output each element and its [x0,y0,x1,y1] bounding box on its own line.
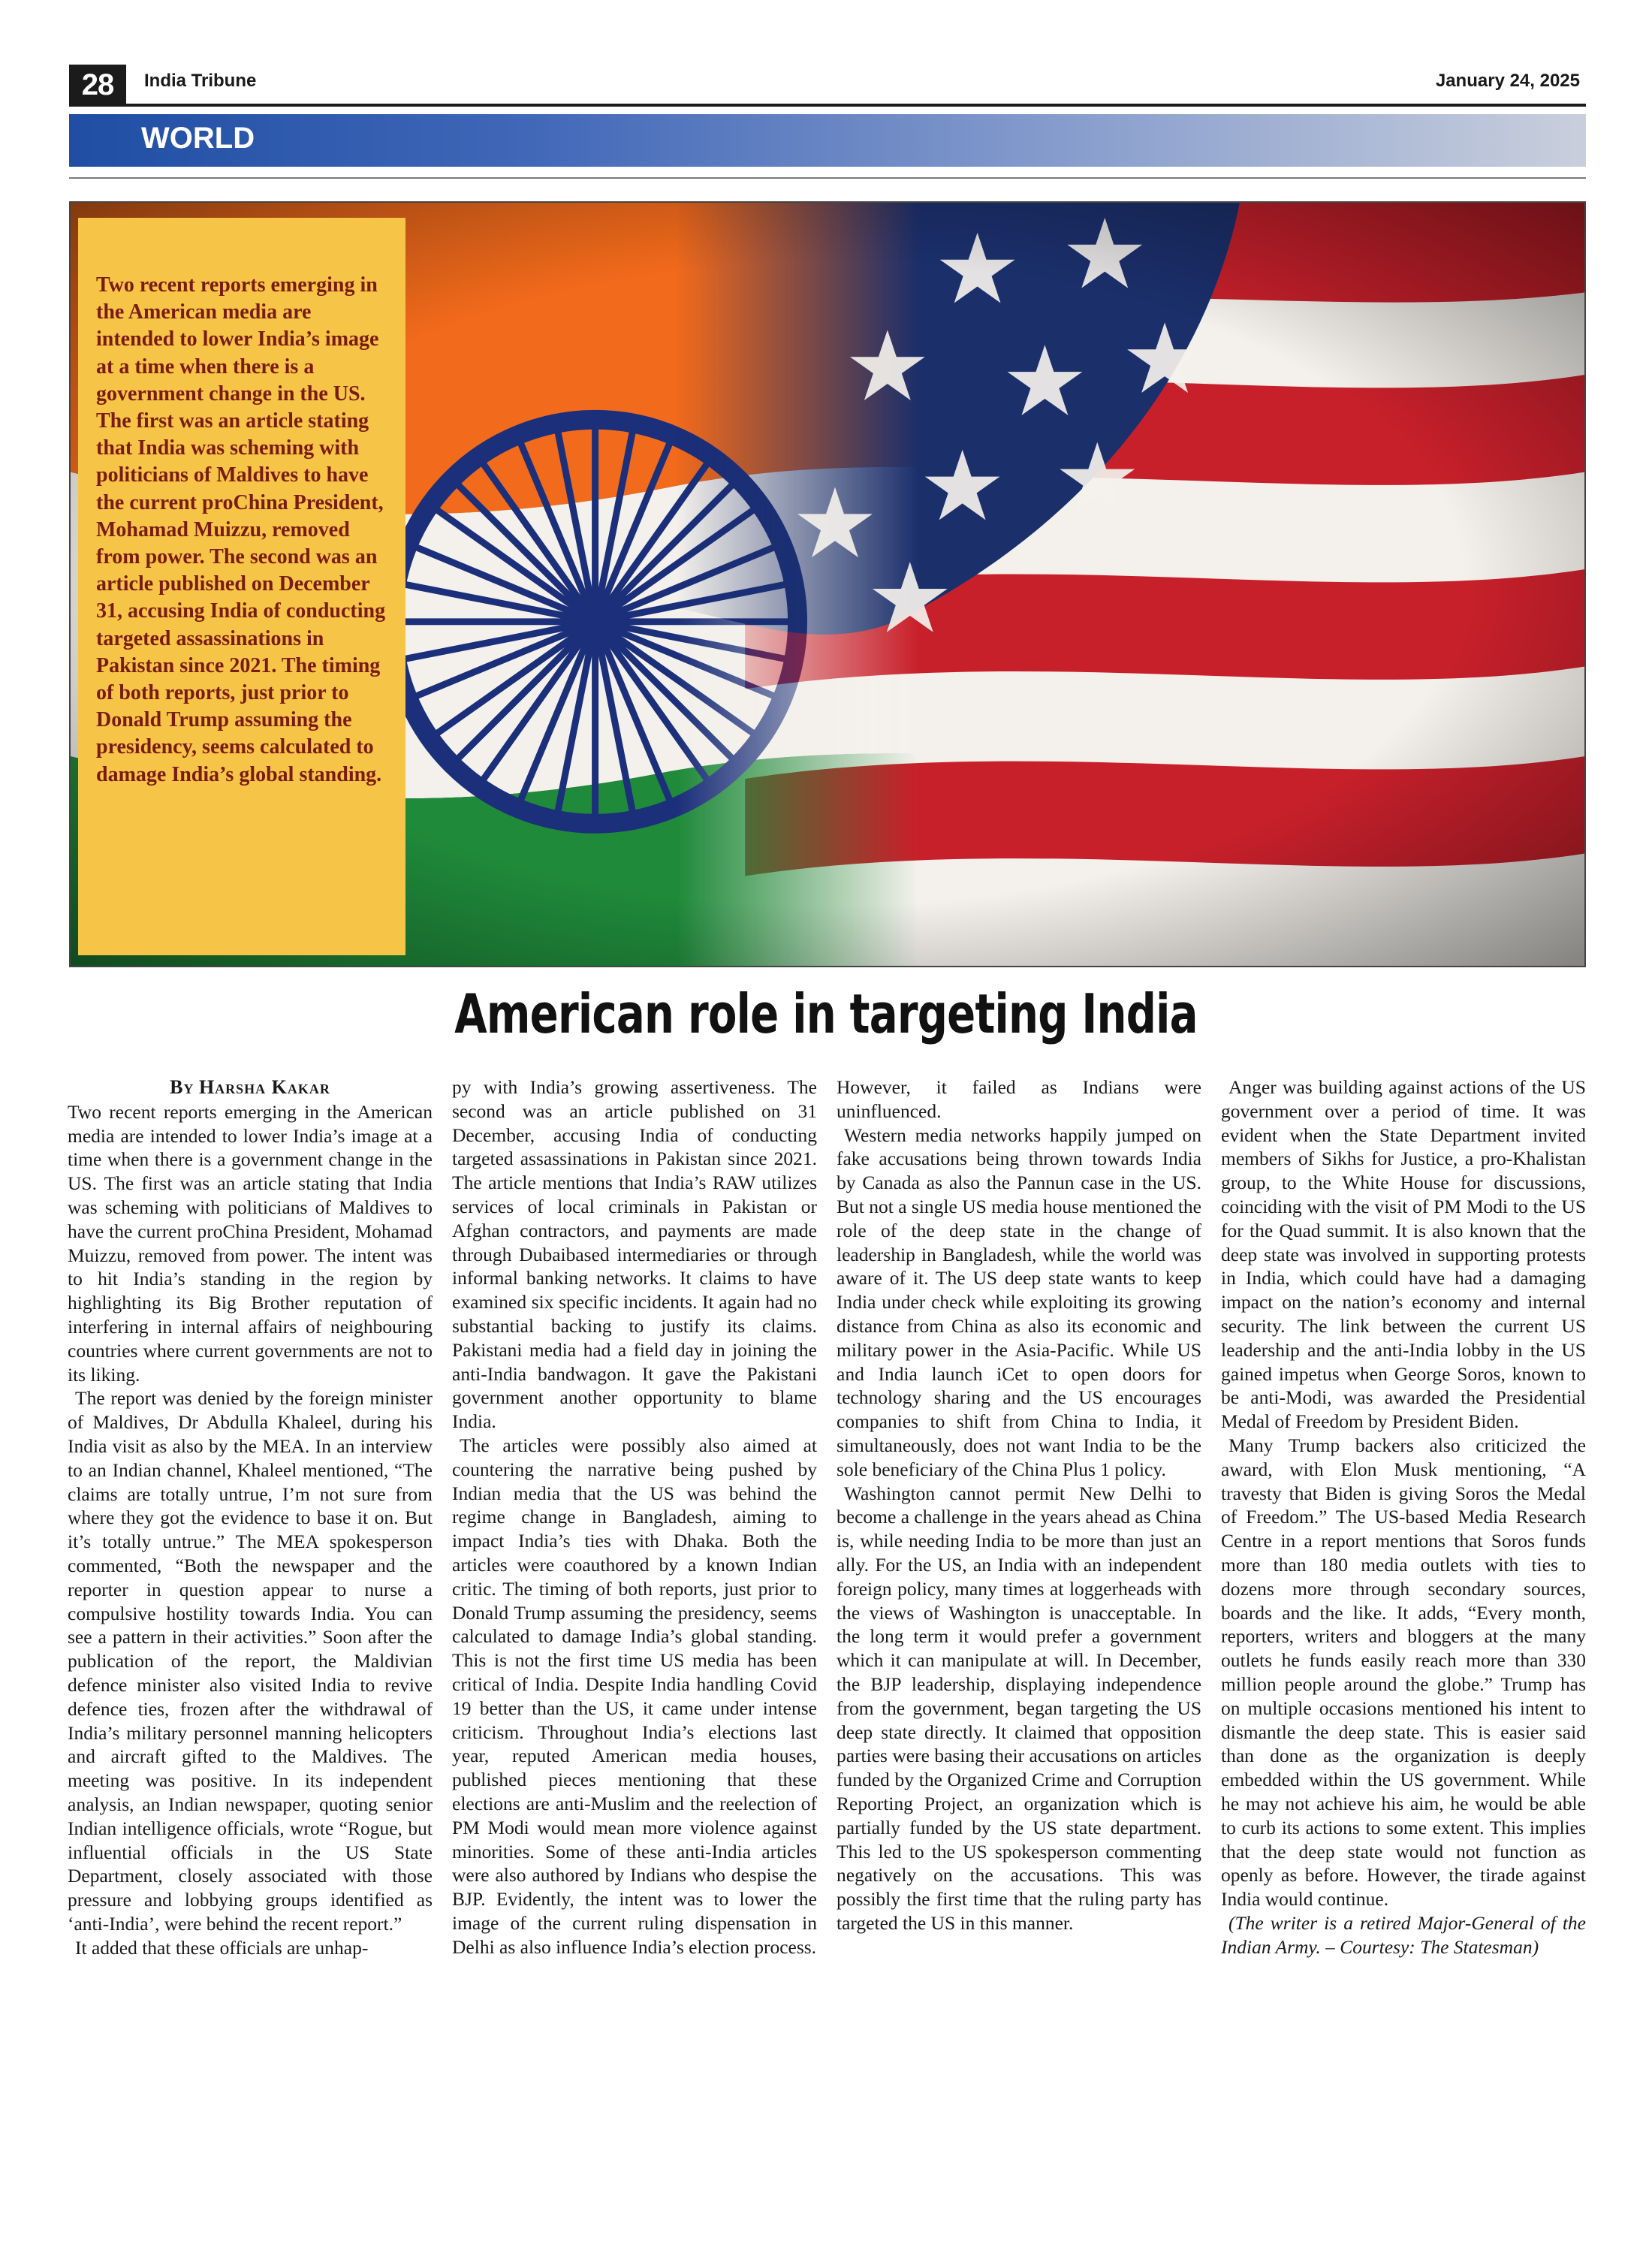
byline-prefix: By [170,1076,194,1098]
publication-name: India Tribune [144,71,257,91]
paragraph: py with India’s growing assertiveness. The second was an article published on 31 December, accusing India of conducting targeted assassinations in Pakistan since 2021. The article mentions that India’s RAW utilizes services of local criminals in Pakistan or Afghan contractors, and payments are made through Dubaibased intermediaries or through informal banking networks. It claims to have examined six specific incidents. It again had no substantial backing to justify its claims. Pakistani media had a field day in joining the anti-India bandwagon. It gave the Pakistani government another opportunity to blame India. [452,1076,817,1433]
section-divider [69,177,1586,179]
byline [68,1075,433,1100]
paragraph: Two recent reports emerging in the American media are intended to lower India’s image at a time when there is a government change in the US. The first was an article stating that India was scheming with politicians of Maldives to have the current proChina President, Mohamad Muizzu, removed from power. The intent was to hit India’s standing in the region by highlighting its Big Brother reputation of interfering in internal affairs of neighbouring countries where current governments are not to its liking. [68,1100,433,1386]
author-name: Harsha Kakar [198,1076,330,1098]
article-column-1 [68,1075,433,1959]
section-label: WORLD [141,122,255,155]
callout-box [78,218,405,955]
section-bar [69,114,1586,167]
article-column-3 [837,1075,1201,1935]
author-credit: (The writer is a retired Major-General of the Indian Army. – Courtesy: The Statesman) [1221,1911,1586,1958]
paragraph: It added that these officials are unhap- [75,1936,369,1959]
paragraph: Washington cannot permit New Delhi to become a challenge in the years ahead as China is, while needing India to be more than just an ally. For the US, an India with an independent foreign policy, many times at loggerheads with the views of Washington is unacceptable. In the long term it would prefer a government which it can manipulate at will. In December, the BJP leadership, displaying independence from the government, began targeting the US deep state directly. It claimed that opposition parties were basing their accusations on articles funded by the Organized Crime and Corruption Reporting Project, an organization which is partially funded by the US state department. This led to the US spokesperson commenting negatively on the accusations. This was possibly the first time that the ruling party has targeted the US in this manner. [837,1482,1201,1934]
article-column-4 [1221,1075,1586,1959]
paragraph: Anger was building against actions of the US government over a period of time. It was evident when the State Department invited members of Sikhs for Justice, a pro-Khalistan group, to the White House for discussions, coinciding with the visit of PM Modi to the US for the Quad summit. It is also known that the deep state was involved in supporting protests in India, which could have had a damaging impact on the nation’s economy and internal security. The link between the current US leadership and the anti-India lobby in the US gained impetus when George Soros, known to be anti-Modi, was awarded the Presidential Medal of Freedom by President Biden. [1221,1076,1586,1433]
article-column-2 [452,1075,817,1959]
paragraph: However, it failed as Indians were uninfluenced. [837,1076,1201,1122]
paragraph: The report was denied by the foreign minister of Maldives, Dr Abdulla Khaleel, during his India visit as also by the MEA. In an interview to an Indian channel, Khaleel mentioned, “The claims are totally untrue, I’m not sure from where they got the evidence to base it on. But it’s totally untrue.” The MEA spokesperson commented, “Both the newspaper and the reporter in question appear to nurse a compulsive hostility towards India. You can see a pattern in their activities.” Soon after the publication of the report, the Maldivian defence minister also visited India to revive defence ties, frozen after the withdrawal of India’s military personnel manning helicopters and aircraft gifted to the Maldives. The meeting was positive. In its independent analysis, an Indian newspaper, quoting senior Indian intelligence officials, wrote “Rogue, but influential officials in the US State Department, closely associated with those pressure and lobbying groups identified as ‘anti-India’, were behind the recent report.” [68,1387,433,1935]
paragraph: Many Trump backers also criticized the award, with Elon Musk mentioning, “A travesty that Biden is giving Soros the Medal of Freedom.” The US-based Media Research Centre in a report mentions that Soros funds more than 180 media outlets with ties to dozens more through secondary sources, boards and the like. It adds, “Every month, reporters, writers and bloggers at the many outlets he funds easily reach more than 330 million people around the globe.” Trump has on multiple occasions mentioned his intent to dismantle the deep state. This is easier said than done as the organization is deeply embedded within the US government. While he may not achieve his aim, he would be able to curb its actions to some extent. This implies that the deep state would not function as openly as before. However, the tirade against India would continue. [1221,1434,1586,1911]
header-rule [69,104,1586,107]
paragraph: Western media networks happily jumped on fake accusations being thrown towards India by Canada as also the Pannun case in the US. But not a single US media house mentioned the role of the deep state in the change of leadership in Bangladesh, while the world was aware of it. The US deep state wants to keep India under check while exploiting its growing distance from China as also its economic and military power in the Asia-Pacific. While US and India launch iCet to open doors for technology sharing and the US encourages companies to shift from China to India, it simultaneously, does not want India to be the sole beneficiary of the China Plus 1 policy. [837,1123,1201,1480]
paragraph: The articles were possibly also aimed at countering the narrative being pushed by Indian media that the US was behind the regime change in Bangladesh, aiming to impact India’s ties with Dhaka. Both the articles were coauthored by a known Indian critic. The timing of both reports, just prior to Donald Trump assuming the presidency, seems calculated to damage India’s global standing. This is not the first time US media has been critical of India. Despite India handling Covid 19 better than the US, it came under intense criticism. Throughout India’s elections last year, reputed American media houses, published pieces mentioning that these elections are anti-Muslim and the reelection of PM Modi would mean more violence against minorities. Some of these anti-India articles were also authored by Indians who despise the BJP. Evidently, the intent was to lower the image of the current ruling dispensation in Delhi as also influence India’s election process. [452,1434,817,1958]
page-number: 28 [69,65,126,105]
callout-text: Two recent reports emerging in the American media are intended to lower India’s image at a time when there is a government change in the US. The first was an article stating that India was scheming with politicians of Maldives to have the current proChina President, Mohamad Muizzu, removed from power. The second was an article published on December 31, accusing India of conducting targeted assassinations in Pakistan since 2021. The timing of both reports, just prior to Donald Trump assuming the presidency, seems calculated to damage India’s global standing. [96,273,386,786]
headline: American role in targeting India [454,982,1198,1045]
issue-date: January 24, 2025 [1435,71,1580,91]
